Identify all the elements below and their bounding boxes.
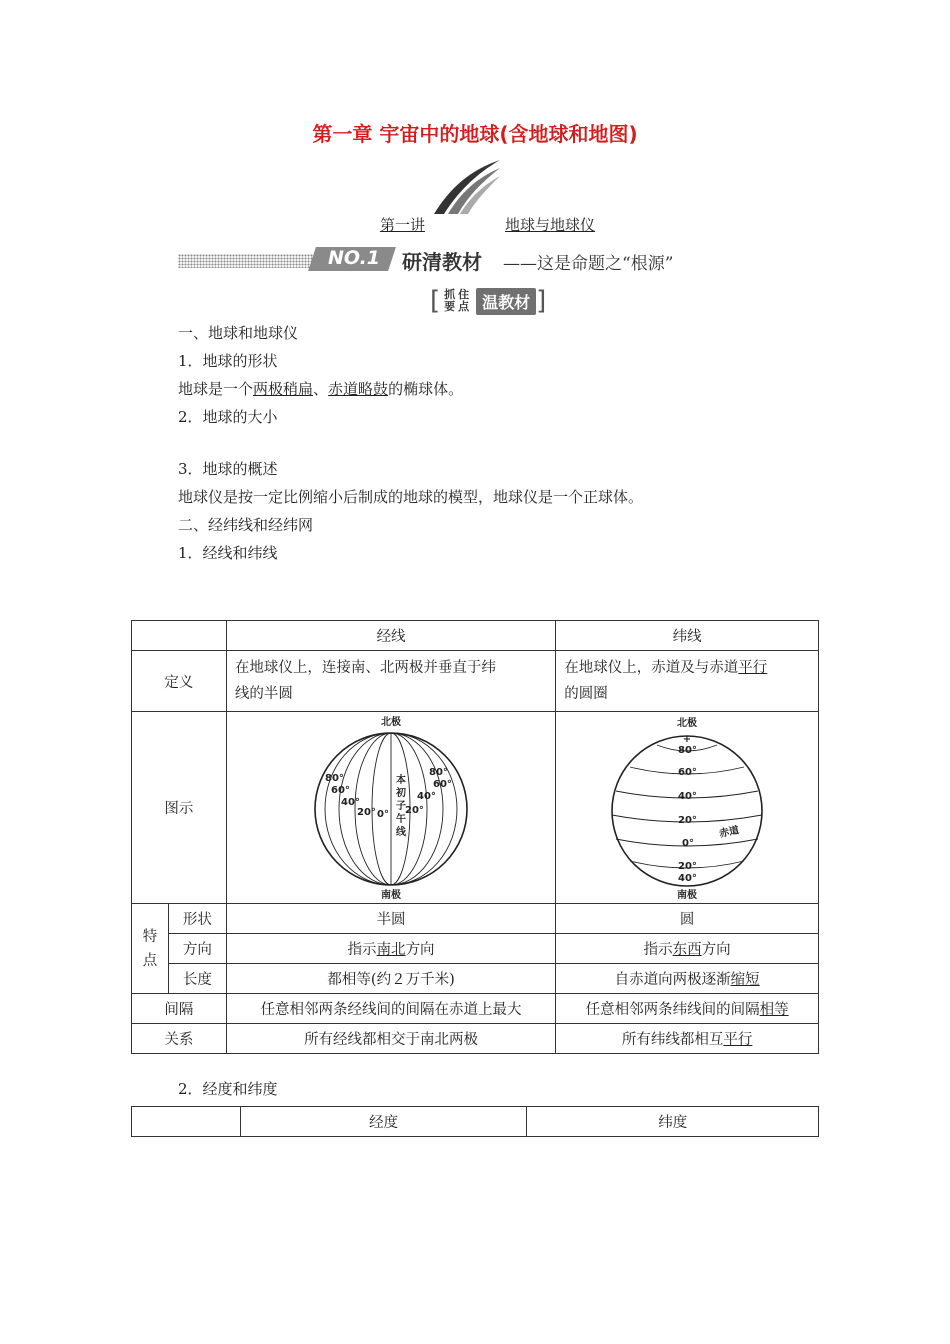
section-tag (430, 287, 546, 315)
lon-label-left-80: 80° (325, 772, 344, 784)
lon-label-left-20: 20° (357, 806, 376, 818)
blank-answer: 相等 (759, 1002, 789, 1018)
right-bracket-icon: ] (536, 286, 547, 316)
lon-label-left-40: 40° (341, 796, 360, 808)
header-parallel: 纬线 (556, 621, 819, 651)
meridian-length: 都相等(约２万千米) (226, 964, 555, 994)
header-meridian: 经线 (226, 621, 555, 651)
text-run: 的圆圈 (564, 686, 608, 702)
parallel-relation (556, 1024, 819, 1054)
swoosh-logo-icon (430, 158, 502, 216)
tag-small-text (444, 289, 472, 313)
text-run: 自赤道向两极逐渐 (614, 972, 731, 988)
corner-cell (132, 1107, 241, 1137)
row-label-figure: 图示 (132, 712, 227, 904)
blank-answer: 赤道略鼓 (328, 380, 389, 398)
prime-meridian-char: 线 (396, 826, 407, 838)
lon-label-left-60: 60° (331, 784, 350, 796)
chapter-title: 第一章 宇宙中的地球(含地球和地图) (312, 122, 638, 146)
row-label-definition: 定义 (132, 651, 227, 712)
blank-answer: 东西 (672, 942, 702, 958)
earth-shape-text (178, 378, 463, 399)
text-run: 方向 (701, 942, 731, 958)
text-run: 所有纬线都相互 (621, 1032, 724, 1048)
header-latitude: 纬度 (527, 1107, 819, 1137)
meridian-relation: 所有经线都相交于南北两极 (226, 1024, 555, 1054)
blank-answer: 平行 (723, 1032, 753, 1048)
lon-label-right-40: 40° (417, 790, 436, 802)
meridian-interval: 任意相邻两条经线间的间隔在赤道上最大 (226, 994, 555, 1024)
lat-label-40-south: 40° (678, 872, 698, 884)
banner-sub: ——这是命题之“根源” (503, 254, 674, 274)
prime-meridian-char: 本 (396, 774, 407, 786)
blank-answer: 南北 (376, 942, 406, 958)
section-heading: 一、地球和地球仪 (178, 324, 299, 342)
lat-label-60: 60° (678, 766, 698, 778)
parallel-figure-cell (556, 712, 819, 904)
banner-number: NO.1 (327, 247, 381, 269)
section-heading: 二、经纬线和经纬网 (178, 516, 314, 534)
review-badge: 温教材 (476, 288, 536, 315)
south-pole-label: 南极 (677, 889, 698, 901)
row-label-shape: 形状 (168, 904, 226, 934)
text-run: 指示 (347, 942, 377, 958)
subsection-heading: 1．地球的形状 (178, 352, 278, 370)
south-pole-label: 南极 (381, 889, 402, 901)
lat-label-20: 20° (678, 814, 698, 826)
lat-label-40: 40° (678, 790, 698, 802)
lon-label-right-80: 80° (429, 766, 448, 778)
text-line: 线的半圆 (234, 686, 293, 702)
text-run: 、 (313, 380, 329, 398)
features-label: 特点 (142, 928, 158, 969)
text-run: 的椭球体。 (388, 380, 464, 398)
lecture-number: 第一讲 (380, 216, 426, 234)
banner-dots (178, 254, 314, 268)
meridian-parallel-table (131, 620, 819, 1054)
parallel-lines (612, 745, 762, 868)
row-label-relation: 关系 (132, 1024, 227, 1054)
text-run: 方向 (405, 942, 435, 958)
row-label-interval: 间隔 (132, 994, 227, 1024)
lat-label-0: 0° (682, 837, 695, 849)
north-pole-label: 北极 (677, 717, 698, 729)
parallel-length (556, 964, 819, 994)
subsection-heading: 2．经度和纬度 (178, 1080, 278, 1098)
row-label-direction: 方向 (168, 934, 226, 964)
parallel-globe-figure (602, 715, 772, 901)
text-run: 地球是一个 (178, 380, 254, 398)
left-bracket-icon: [ (430, 286, 441, 316)
meridian-figure-cell (226, 712, 555, 904)
prime-meridian-char: 子 (396, 800, 407, 812)
text-run: 在地球仪上，赤道及与赤道 (564, 660, 739, 676)
prime-meridian-char: 初 (396, 787, 407, 799)
globe-overview-text: 地球仪是按一定比例缩小后制成的地球的模型，地球仪是一个正球体。 (178, 488, 644, 506)
blank-answer: 缩短 (730, 972, 760, 988)
longitude-latitude-table (131, 1106, 819, 1137)
subsection-heading: 3．地球的概述 (178, 460, 278, 478)
blank-answer: 平行 (738, 660, 768, 676)
tag-char: 要 (444, 300, 456, 313)
blank-answer: 两极稍扁 (253, 380, 314, 398)
meridian-globe-figure (301, 715, 481, 901)
lon-label-right-60: 60° (433, 778, 452, 790)
lat-label-80: 80° (678, 744, 698, 756)
corner-cell (132, 621, 227, 651)
lon-label-zero: 0° (377, 808, 390, 820)
row-label-length: 长度 (168, 964, 226, 994)
text-line: 在地球仪上，连接南、北两极并垂直于纬 (234, 660, 496, 676)
subsection-heading: 1．经线和纬线 (178, 544, 278, 562)
north-pole-label: 北极 (381, 716, 402, 728)
meridian-direction (226, 934, 555, 964)
prime-meridian-char: 午 (396, 813, 407, 825)
lat-label-20-south: 20° (678, 860, 698, 872)
parallel-definition (556, 651, 819, 712)
lon-label-right-20: 20° (405, 804, 424, 816)
text-run: 任意相邻两条纬线间的间隔 (585, 1002, 760, 1018)
row-label-features (132, 904, 169, 994)
parallel-interval (556, 994, 819, 1024)
subsection-heading: 2．地球的大小 (178, 408, 278, 426)
lecture-name: 地球与地球仪 (505, 216, 596, 234)
text-run: 指示 (643, 942, 673, 958)
tag-char: 抓 (444, 288, 456, 301)
parallel-direction (556, 934, 819, 964)
tag-char: 点 (458, 300, 470, 313)
banner-main: 研清教材 (402, 250, 482, 274)
meridian-shape: 半圆 (226, 904, 555, 934)
meridian-lines (325, 733, 457, 885)
tag-char: 住 (458, 288, 470, 301)
meridian-definition (226, 651, 555, 712)
parallel-shape: 圆 (556, 904, 819, 934)
equator-label: 赤道 (718, 824, 741, 840)
north-pole-marker-icon: + (682, 733, 692, 745)
header-longitude: 经度 (240, 1107, 527, 1137)
